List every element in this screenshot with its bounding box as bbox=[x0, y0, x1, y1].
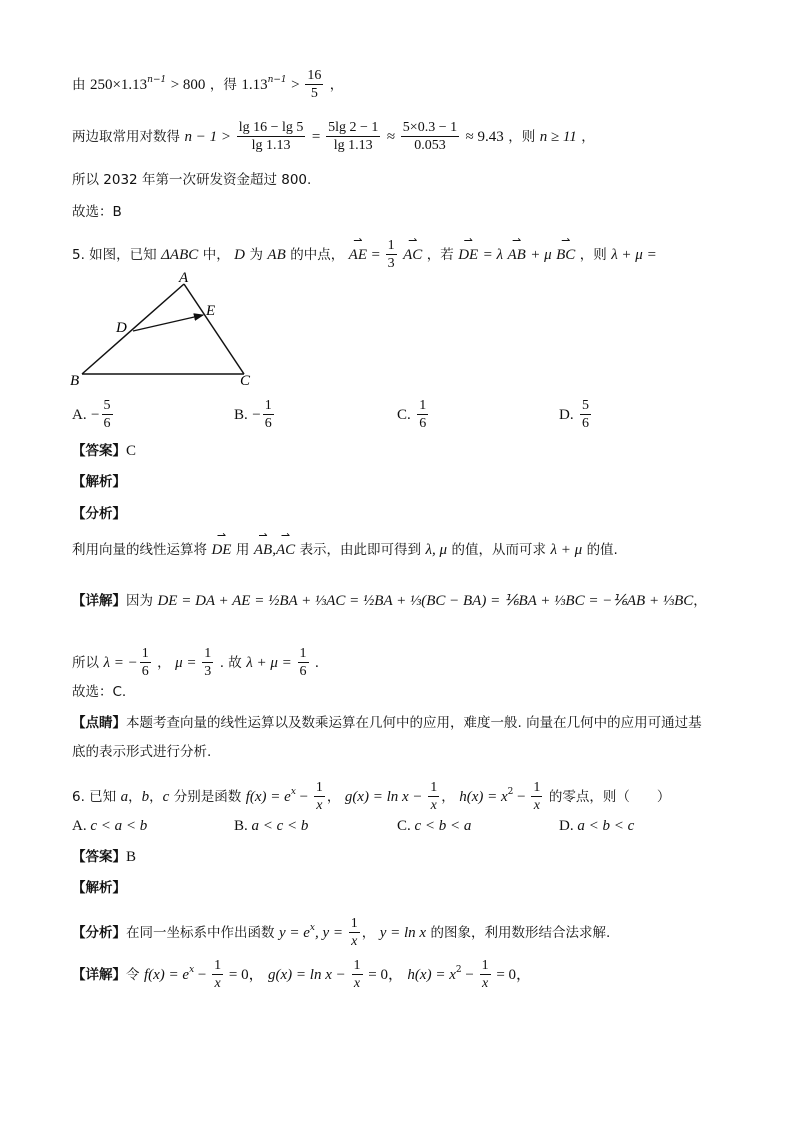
choice-line: 故选：B bbox=[72, 204, 122, 220]
text: 的零点，则（ ） bbox=[548, 788, 671, 805]
fraction bbox=[352, 958, 363, 992]
text: 两边取常用对数得 bbox=[72, 128, 180, 145]
numerator: 16 bbox=[305, 68, 323, 85]
q5-fenxi-tag: 【分析】 bbox=[72, 506, 126, 522]
q5-choose: 故选：C. bbox=[72, 684, 127, 700]
math: λ + μ = bbox=[611, 246, 657, 263]
math: y = e bbox=[278, 924, 310, 941]
exponent: 2 bbox=[455, 964, 462, 975]
option-label: B. bbox=[234, 818, 248, 834]
text: 因为 bbox=[126, 593, 153, 609]
vector: ⇀ BC bbox=[556, 248, 575, 263]
fraction bbox=[417, 398, 428, 432]
text: ， bbox=[329, 76, 344, 93]
math: . bbox=[315, 654, 319, 671]
exponent: 2 bbox=[507, 786, 514, 797]
denominator: x bbox=[316, 798, 323, 814]
math: > bbox=[291, 76, 304, 93]
q6-option-c[interactable] bbox=[397, 818, 471, 835]
label-e: E bbox=[206, 303, 216, 319]
fraction bbox=[580, 398, 591, 432]
text: 令 bbox=[126, 966, 140, 983]
math: = 0， bbox=[225, 966, 264, 983]
q6-answer bbox=[72, 850, 136, 865]
q6-fenxi bbox=[72, 916, 610, 950]
q6-option-b[interactable] bbox=[234, 818, 308, 835]
detail-expression: DE = DA + AE = ½BA + ⅓AC = ½BA + ⅓(BC − BA) = ⅙BA + ⅓BC = −⅙AB + ⅓BC bbox=[157, 593, 694, 609]
text: . 故 bbox=[219, 654, 242, 671]
text: ， bbox=[693, 593, 707, 609]
math: − bbox=[295, 788, 312, 805]
math: − bbox=[513, 788, 530, 805]
text: ， bbox=[149, 788, 163, 805]
text: 的值，从而可求 bbox=[451, 542, 546, 558]
math: h(x) = x bbox=[459, 788, 508, 805]
q6-analysis-tag: 【解析】 bbox=[72, 880, 126, 896]
fraction bbox=[305, 68, 323, 102]
numerator: lg 16 − lg 5 bbox=[237, 120, 306, 137]
tag: 【点睛】 bbox=[72, 715, 126, 731]
math: n ≥ 11 bbox=[539, 128, 577, 145]
text: 5. 如图，已知 bbox=[72, 246, 157, 263]
math: > 800 bbox=[170, 76, 206, 93]
math: ≈ 9.43 bbox=[465, 128, 504, 145]
text: 中， bbox=[202, 246, 230, 263]
option-label: D. bbox=[559, 818, 574, 834]
tag: 【答案】 bbox=[72, 443, 126, 459]
numerator: 5 bbox=[580, 398, 591, 415]
exponent: x bbox=[309, 922, 315, 933]
vector: ⇀ DE bbox=[211, 543, 231, 558]
side-ab bbox=[82, 284, 184, 374]
vector: ⇀ AE bbox=[349, 248, 367, 263]
q6-option-a[interactable] bbox=[72, 818, 147, 835]
vector: ⇀ AB bbox=[254, 543, 272, 558]
math: λ + μ = bbox=[246, 654, 296, 671]
denominator: 3 bbox=[204, 664, 212, 680]
denominator: 3 bbox=[387, 256, 395, 272]
denominator: x bbox=[214, 976, 221, 992]
math: + μ bbox=[530, 246, 552, 263]
denominator: 6 bbox=[582, 416, 590, 432]
tag: 【详解】 bbox=[72, 966, 126, 983]
option-label: B. bbox=[234, 406, 248, 423]
math: g(x) = ln x − bbox=[268, 966, 350, 983]
fraction bbox=[102, 398, 113, 432]
q6-stem bbox=[72, 780, 670, 814]
vector: ⇀ AC bbox=[403, 248, 422, 263]
math: D bbox=[234, 246, 246, 263]
exponent: n−1 bbox=[267, 74, 287, 85]
text: ， bbox=[361, 924, 376, 941]
option-label: A. bbox=[72, 818, 87, 834]
math: y = ln x bbox=[379, 924, 427, 941]
denominator: 6 bbox=[141, 664, 149, 680]
answer-value: C bbox=[126, 443, 137, 459]
numerator: 5lg 2 − 1 bbox=[326, 120, 380, 137]
q5-option-a[interactable] bbox=[72, 398, 115, 432]
denominator: 6 bbox=[103, 416, 111, 432]
option-label: C. bbox=[397, 406, 411, 423]
math: g(x) = ln x − bbox=[344, 788, 427, 805]
fraction bbox=[212, 958, 223, 992]
numerator: 1 bbox=[202, 646, 213, 663]
fraction bbox=[237, 120, 306, 154]
denominator: x bbox=[351, 934, 358, 950]
q5-option-d[interactable] bbox=[559, 398, 593, 432]
denominator: 6 bbox=[299, 664, 307, 680]
fraction bbox=[140, 646, 151, 680]
denominator: 0.053 bbox=[414, 138, 446, 154]
fraction bbox=[298, 646, 309, 680]
math: f(x) = e bbox=[245, 788, 291, 805]
fraction bbox=[202, 646, 213, 680]
tag: 【分析】 bbox=[72, 924, 126, 941]
vector: ⇀ AB bbox=[507, 248, 525, 263]
tag: 【答案】 bbox=[72, 849, 126, 865]
q5-answer bbox=[72, 444, 136, 459]
numerator: 1 bbox=[386, 238, 397, 255]
vector: ⇀ DE bbox=[458, 248, 478, 263]
option-sign: − bbox=[252, 406, 261, 423]
exponent: x bbox=[290, 786, 296, 797]
line-log bbox=[72, 120, 595, 154]
q5-stem bbox=[72, 238, 657, 272]
math: c bbox=[162, 788, 170, 805]
denominator: lg 1.13 bbox=[333, 138, 373, 154]
fraction bbox=[314, 780, 325, 814]
math: = 0， bbox=[492, 966, 532, 983]
q5-fenxi-text bbox=[72, 543, 618, 558]
text: 利用向量的线性运算将 bbox=[72, 542, 207, 558]
option-label: D. bbox=[559, 406, 574, 423]
text: ， bbox=[441, 788, 455, 805]
numerator: 1 bbox=[480, 958, 491, 975]
q5-option-b[interactable] bbox=[234, 398, 276, 432]
option-expr: c < b < a bbox=[414, 818, 472, 834]
option-sign: − bbox=[91, 406, 100, 423]
math: b bbox=[141, 788, 150, 805]
fraction bbox=[326, 120, 380, 154]
text: ，若 bbox=[426, 246, 454, 263]
option-expr: c < a < b bbox=[90, 818, 148, 834]
denominator: lg 1.13 bbox=[251, 138, 291, 154]
math: = 0， bbox=[364, 966, 403, 983]
math: ≈ bbox=[386, 128, 399, 145]
text: 由 bbox=[72, 76, 86, 93]
fraction bbox=[263, 398, 274, 432]
math: − bbox=[461, 966, 478, 983]
math: a bbox=[120, 788, 129, 805]
fraction bbox=[349, 916, 360, 950]
math: n − 1 > bbox=[184, 128, 235, 145]
denominator: x bbox=[430, 798, 437, 814]
option-label: C. bbox=[397, 818, 411, 834]
q5-dianjing bbox=[72, 716, 702, 731]
math: 250×1.13 bbox=[89, 76, 148, 93]
label-b: B bbox=[70, 373, 80, 389]
denominator: 6 bbox=[264, 416, 272, 432]
math: , y = bbox=[314, 924, 347, 941]
fraction bbox=[480, 958, 491, 992]
vector-de bbox=[133, 315, 203, 331]
q5-so-line bbox=[72, 646, 319, 680]
numerator: 1 bbox=[263, 398, 274, 415]
text: 的图象，利用数形结合法求解. bbox=[430, 924, 611, 941]
math: AB bbox=[267, 246, 286, 263]
denominator: 5 bbox=[310, 86, 318, 102]
text: 本题考查向量的线性运算以及数乘运算在几何中的应用，难度一般. 向量在几何中的应用可通过基 bbox=[126, 715, 702, 731]
exponent: n−1 bbox=[147, 74, 167, 85]
math: λ, μ bbox=[425, 542, 448, 558]
text: ，则 bbox=[579, 246, 607, 263]
numerator: 1 bbox=[352, 958, 363, 975]
option-label: A. bbox=[72, 406, 87, 423]
math: 1.13 bbox=[241, 76, 268, 93]
denominator: x bbox=[353, 976, 361, 992]
numerator: 1 bbox=[140, 646, 151, 663]
math: = λ bbox=[482, 246, 504, 263]
numerator: 1 bbox=[531, 780, 542, 797]
q5-detail bbox=[72, 594, 707, 609]
text: 用 bbox=[235, 542, 250, 558]
denominator: 6 bbox=[419, 416, 427, 432]
label-a: A bbox=[179, 270, 189, 286]
q6-option-d[interactable] bbox=[559, 818, 634, 835]
answer-value: B bbox=[126, 849, 137, 865]
fraction bbox=[401, 120, 459, 154]
math: = bbox=[371, 246, 384, 263]
label-d: D bbox=[116, 320, 127, 336]
q5-analysis-tag: 【解析】 bbox=[72, 474, 126, 490]
text: 的中点， bbox=[290, 246, 345, 263]
math: λ + μ bbox=[550, 542, 583, 558]
math: h(x) = x bbox=[407, 966, 456, 983]
math: f(x) = e bbox=[143, 966, 190, 983]
text: 表示，由此即可得到 bbox=[299, 542, 422, 558]
triangle-figure bbox=[68, 270, 268, 392]
line-inequality-1 bbox=[72, 68, 343, 102]
numerator: 1 bbox=[417, 398, 428, 415]
option-expr: a < b < c bbox=[577, 818, 635, 834]
text: ， bbox=[157, 654, 171, 671]
exponent: x bbox=[189, 964, 195, 975]
text: ，得 bbox=[209, 76, 237, 93]
conclusion-line: 所以 2032 年第一次研发资金超过 800. bbox=[72, 172, 312, 188]
text: 在同一坐标系中作出函数 bbox=[126, 924, 275, 941]
numerator: 1 bbox=[428, 780, 439, 797]
numerator: 1 bbox=[212, 958, 223, 975]
q5-option-c[interactable] bbox=[397, 398, 430, 432]
option-expr: a < c < b bbox=[251, 818, 309, 834]
text: 6. 已知 bbox=[72, 788, 117, 805]
vector: ⇀ AC bbox=[276, 543, 295, 558]
numerator: 5×0.3 − 1 bbox=[401, 120, 459, 137]
numerator: 1 bbox=[298, 646, 309, 663]
math: = bbox=[311, 128, 325, 145]
side-ac bbox=[184, 284, 244, 374]
math: , bbox=[272, 542, 276, 558]
q5-dianjing-cont: 底的表示形式进行分析. bbox=[72, 744, 212, 760]
numerator: 5 bbox=[102, 398, 113, 415]
fraction bbox=[531, 780, 542, 814]
numerator: 1 bbox=[349, 916, 360, 933]
fraction bbox=[386, 238, 397, 272]
numerator: 1 bbox=[314, 780, 325, 797]
label-c: C bbox=[240, 373, 251, 389]
denominator: x bbox=[533, 798, 540, 814]
math: − bbox=[194, 966, 211, 983]
text: 分别是函数 bbox=[173, 788, 242, 805]
text: 所以 bbox=[72, 654, 99, 671]
math: μ = bbox=[175, 654, 201, 671]
text: 为 bbox=[249, 246, 263, 263]
math: λ = − bbox=[103, 654, 138, 671]
text: 的值. bbox=[586, 542, 618, 558]
fraction bbox=[428, 780, 439, 814]
text: ， bbox=[326, 788, 341, 805]
tag: 【详解】 bbox=[72, 593, 126, 609]
text: ，则 bbox=[508, 128, 536, 145]
q6-detail bbox=[72, 958, 531, 992]
denominator: x bbox=[481, 976, 489, 992]
text: ， bbox=[581, 128, 595, 145]
math: ΔABC bbox=[161, 246, 199, 263]
text: ， bbox=[128, 788, 142, 805]
